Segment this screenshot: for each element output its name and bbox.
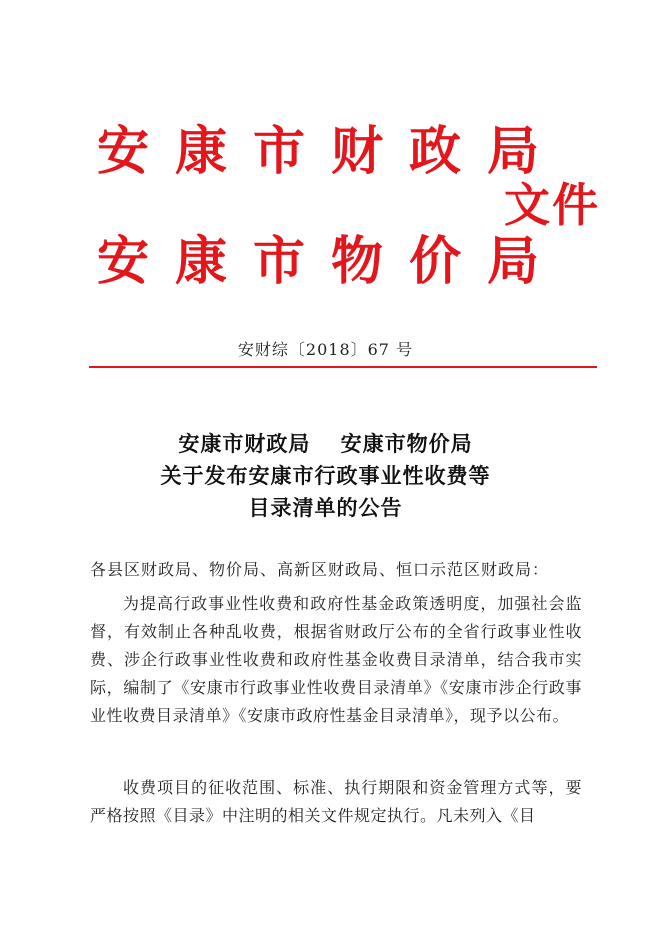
body-paragraph-1: 为提高行政事业性收费和政府性基金政策透明度，加强社会监督，有效制止各种乱收费，根据省财政厅公布的全省行政事业性收费、涉企行政事业性收费和政府性基金收费目录清单，结合我市实际，编制了《安康市行政事业性收费目录清单》《安康市涉企行政事业性收费目录清单》《安康市政府性基金目录清单》，现予以公布。	[90, 594, 582, 725]
document-title-line-1: 安康市财政局 安康市物价局	[178, 431, 473, 456]
recipients-line: 各县区财政局、物价局、高新区财政局、恒口示范区财政局：	[90, 560, 550, 579]
header-red-rule	[89, 366, 597, 368]
document-type-label: 文件	[504, 178, 600, 232]
document-number: 安财综〔2018〕67 号	[237, 340, 414, 359]
body-paragraph-2: 收费项目的征收范围、标准、执行期限和资金管理方式等，要严格按照《目录》中注明的相关文件规定执行。凡未列入《目	[90, 778, 582, 825]
document-title-line-3: 目录清单的公告	[248, 495, 403, 520]
document-title-line-2: 关于发布安康市行政事业性收费等	[160, 463, 491, 488]
issuer-name-finance-bureau: 安康市财政局	[97, 121, 566, 182]
issuer-name-price-bureau: 安康市物价局	[97, 231, 566, 292]
